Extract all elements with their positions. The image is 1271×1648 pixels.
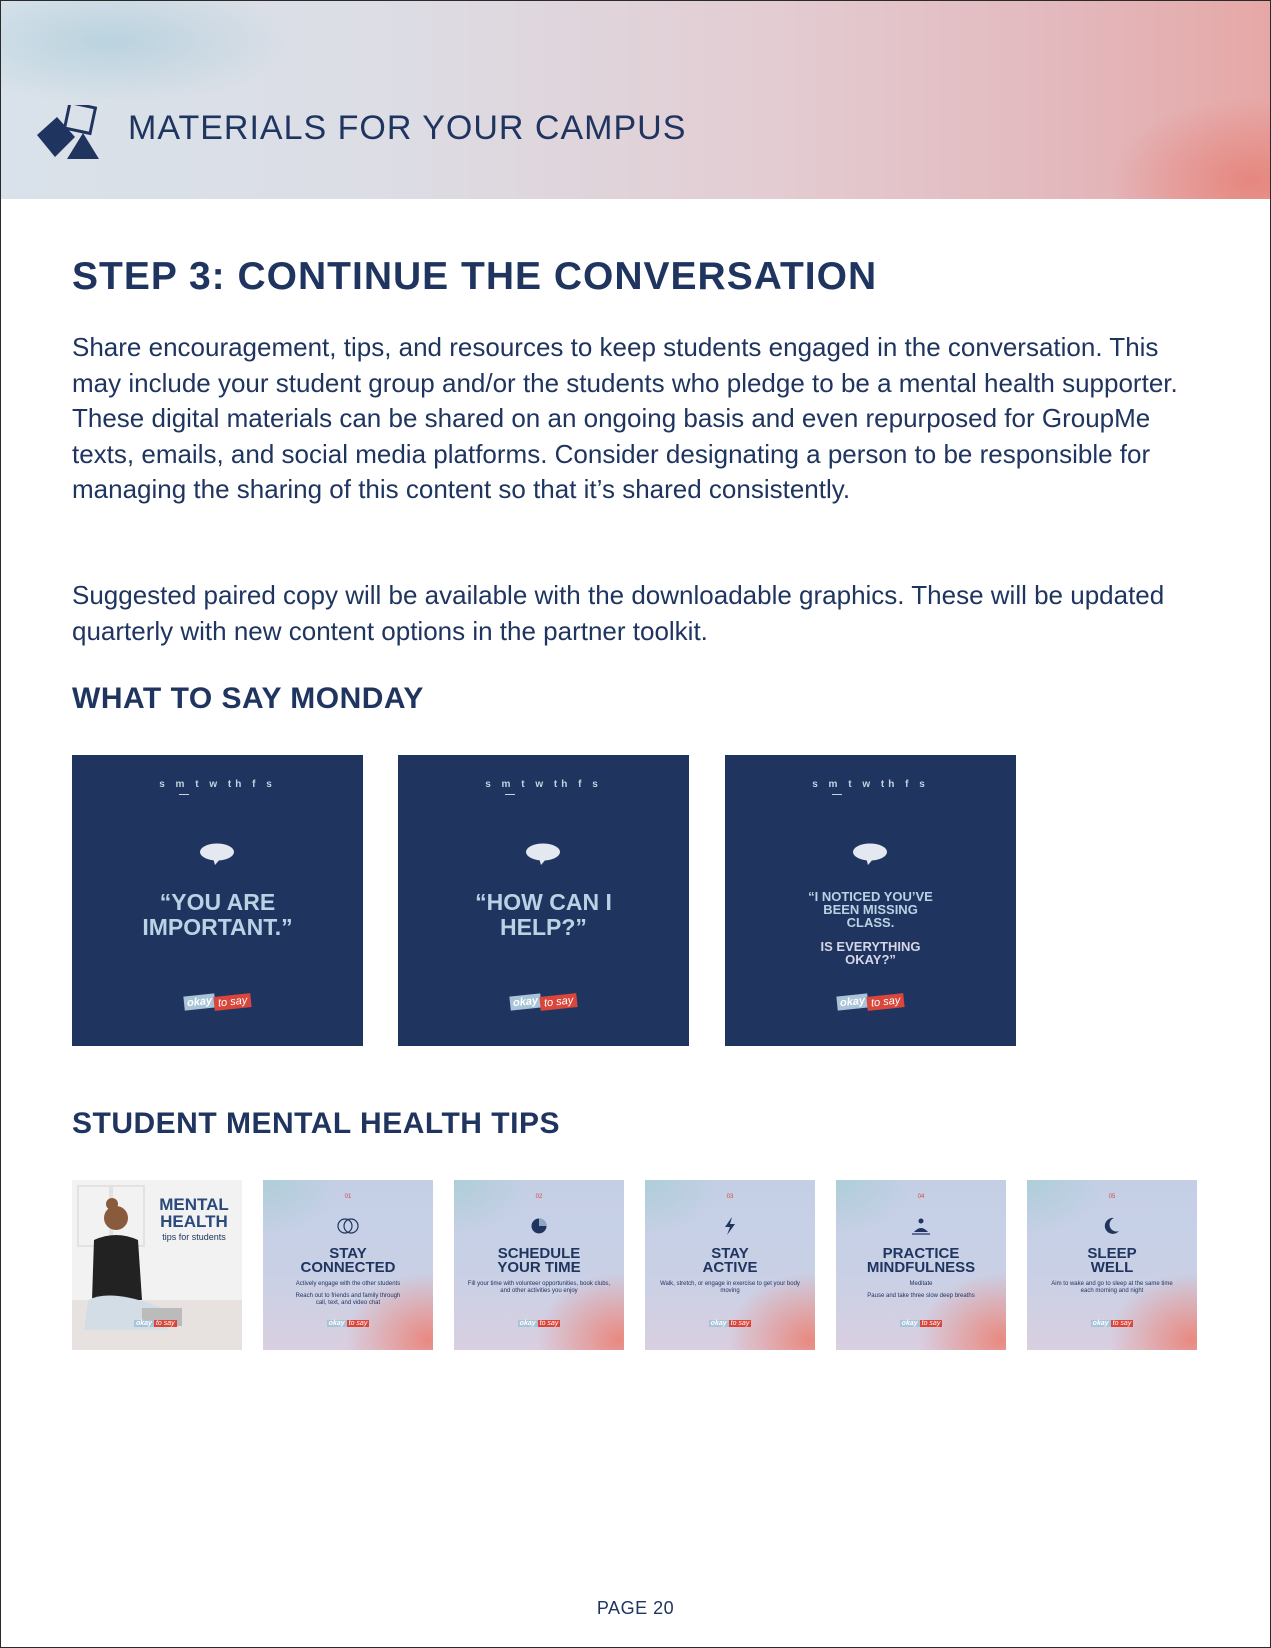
tip-card-schedule-your-time[interactable] [454,1180,624,1350]
tip-number: 04 [917,1194,925,1200]
weekday-row: s m t w th f s [159,779,276,790]
card-quote: “I NOTICED YOU’VE BEEN MISSING CLASS. [808,889,933,930]
tip-text: Fill your time with volunteer opportunities, book clubs, and other activities you enjoy [467,1281,611,1294]
monday-card[interactable] [72,755,363,1046]
rings-icon [335,1216,361,1236]
tip-number: 01 [344,1194,352,1200]
brand-mark: okay to say [710,1320,750,1327]
moon-icon [1099,1216,1125,1236]
brand-mark: okay to say [725,995,1016,1011]
tip-title: STAY ACTIVE [702,1245,758,1276]
cover-subtitle: tips for students [162,1232,226,1242]
tip-number: 02 [535,1194,543,1200]
tip-title: SCHEDULE YOUR TIME [497,1245,581,1276]
brand-mark: okay to say [398,995,689,1011]
brand-mark: okay to say [136,1320,175,1327]
monday-card[interactable] [398,755,689,1046]
monday-underline [832,794,842,795]
header-banner [1,1,1270,199]
weekday-row: s m t w th f s [485,779,602,790]
tip-title: SLEEP WELL [1087,1245,1137,1276]
monday-section-title: WHAT TO SAY MONDAY [72,682,424,715]
header-title: MATERIALS FOR YOUR CAMPUS [128,109,687,147]
monday-underline [179,794,189,795]
brand-mark: okay to say [328,1320,368,1327]
tip-title: PRACTICE MINDFULNESS [866,1245,976,1276]
brand-mark: okay to say [72,995,363,1011]
tip-text: Actively engage with the other students [295,1281,401,1287]
page-number: PAGE 20 [596,1598,675,1618]
brand-mark: okay to say [1092,1320,1132,1327]
speech-bubble-icon [199,843,235,865]
step-title: STEP 3: CONTINUE THE CONVERSATION [72,255,878,298]
tip-number: 03 [726,1194,734,1200]
tips-section-title: STUDENT MENTAL HEALTH TIPS [72,1107,560,1140]
speech-bubble-icon [852,843,888,865]
meditation-icon [908,1216,934,1236]
monday-card[interactable] [725,755,1016,1046]
tip-card-practice-mindfulness[interactable] [836,1180,1006,1350]
tip-text-secondary: Pause and take three slow deep breaths [867,1293,975,1299]
card-quote: “YOU ARE IMPORTANT.” [142,889,293,940]
weekday-row: s m t w th f s [812,779,929,790]
card-quote: “HOW CAN I HELP?” [475,889,612,940]
tip-card-sleep-well[interactable] [1027,1180,1197,1350]
tip-text-secondary: Reach out to friends and family through call, text, and video chat [295,1293,401,1306]
tip-card-stay-connected[interactable] [263,1180,433,1350]
lightning-icon [717,1216,743,1236]
cover-title: MENTAL HEALTH [159,1195,229,1231]
clock-icon [526,1216,552,1236]
tips-cover-card[interactable] [72,1180,242,1350]
brand-mark: okay to say [519,1320,559,1327]
speech-bubble-icon [525,843,561,865]
tip-card-stay-active[interactable] [645,1180,815,1350]
tip-text: Aim to wake and go to sleep at the same time each morning and night [1051,1281,1173,1294]
tip-title: STAY CONNECTED [300,1245,396,1276]
note-paragraph: Suggested paired copy will be available with the downloadable graphics. These will be updated quarterly with new content options in the partner toolkit. [72,580,1165,646]
shapes-logo-icon [37,105,103,165]
tip-text: Walk, stretch, or engage in exercise to get your body moving [660,1281,800,1294]
tip-text: Meditate [909,1281,933,1287]
card-quote-second-line: IS EVERYTHING OKAY?” [820,939,921,967]
brand-mark: okay to say [901,1320,941,1327]
tip-number: 05 [1108,1194,1116,1200]
monday-underline [505,794,515,795]
intro-paragraph: Share encouragement, tips, and resources to keep students engaged in the conversation. This may include your student group and/or the students who pledge to be a mental health supporter. These digital materials can be shared on an ongoing basis and even repurposed for GroupMe texts, emails, and social media platforms. Consider designating a person to be responsible for managing the sharing of this content so that it’s shared consistently. [72,332,1178,504]
